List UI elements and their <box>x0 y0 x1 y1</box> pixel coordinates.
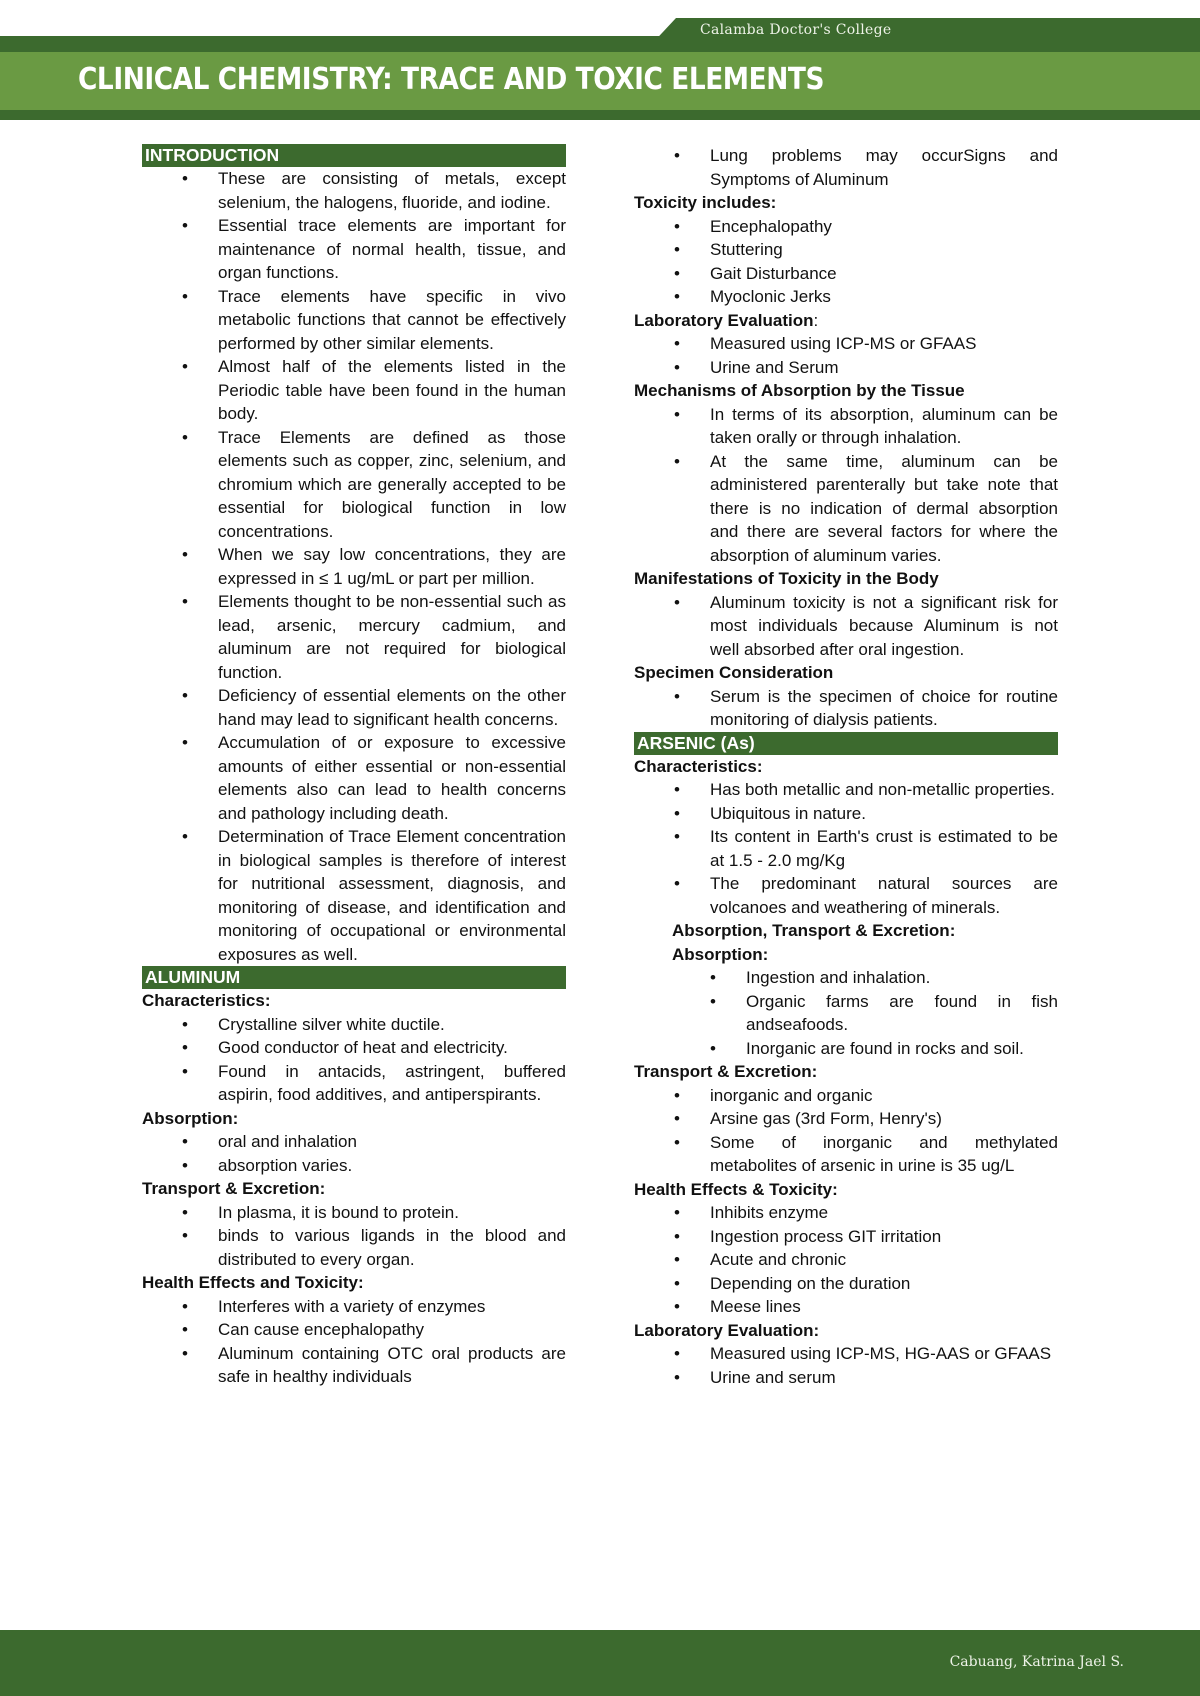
list-item: • Gait Disturbance <box>634 262 1058 286</box>
list-item: • These are consisting of metals, except selenium, the halogens, fluoride, and iodine. <box>142 167 566 214</box>
aluminum-characteristics-label: Characteristics: <box>142 991 271 1010</box>
list-item: • Encephalopathy <box>634 215 1058 239</box>
list-item: • Organic farms are found in fish andseafoods. <box>634 990 1058 1037</box>
list-item: • Good conductor of heat and electricity. <box>142 1036 566 1060</box>
list-item: • Myoclonic Jerks <box>634 285 1058 309</box>
aluminum-absorption-label: Absorption: <box>142 1108 239 1128</box>
aluminum-lab-label-colon: : <box>813 310 819 330</box>
list-item: • Aluminum containing OTC oral products are safe in healthy individuals <box>142 1342 566 1389</box>
arsenic-health-list <box>634 1201 1058 1319</box>
left-column <box>142 144 566 1389</box>
right-column <box>634 144 1058 1389</box>
aluminum-health-list <box>142 1295 566 1389</box>
aluminum-absorption-list <box>142 1130 566 1177</box>
list-item: • Elements thought to be non-essential such as lead, arsenic, mercury cadmium, and aluminum are not required for biological function. <box>142 590 566 684</box>
list-item: • Has both metallic and non-metallic properties. <box>634 778 1058 802</box>
list-item: • Found in antacids, astringent, buffered aspirin, food additives, and antiperspirants. <box>142 1060 566 1107</box>
section-heading-aluminum: ALUMINUM <box>142 966 566 989</box>
aluminum-lab-label <box>634 309 1058 333</box>
list-item: • At the same time, aluminum can be administered parenterally but take note that there is no indication of dermal absorption and there are several factors for where the absorption of aluminum varies. <box>634 450 1058 568</box>
arsenic-lab-label: Laboratory Evaluation: <box>634 1320 820 1340</box>
list-item: • Inhibits enzyme <box>634 1201 1058 1225</box>
list-item: • Stuttering <box>634 238 1058 262</box>
list-item: • Urine and serum <box>634 1366 1058 1390</box>
list-item: • Ingestion and inhalation. <box>634 966 1058 990</box>
list-item: • absorption varies. <box>142 1154 566 1178</box>
list-item: • The predominant natural sources are volcanoes and weathering of minerals. <box>634 872 1058 919</box>
section-heading-introduction: INTRODUCTION <box>142 144 566 167</box>
arsenic-health-label: Health Effects & Toxicity: <box>634 1179 838 1199</box>
list-item: • Trace elements have specific in vivo metabolic functions that cannot be effectively performed by other similar elements. <box>142 285 566 356</box>
list-item: • Almost half of the elements listed in the Periodic table have been found in the human body. <box>142 355 566 426</box>
aluminum-transport-list <box>142 1201 566 1272</box>
list-item: • inorganic and organic <box>634 1084 1058 1108</box>
aluminum-mechanisms-label: Mechanisms of Absorption by the Tissue <box>634 381 965 400</box>
aluminum-transport-label: Transport & Excretion: <box>142 1179 326 1198</box>
list-item: • Arsine gas (3rd Form, Henry's) <box>634 1107 1058 1131</box>
list-item: • binds to various ligands in the blood and distributed to every organ. <box>142 1224 566 1271</box>
list-item: • Aluminum toxicity is not a significant risk for most individuals because Aluminum is not well absorbed after oral ingestion. <box>634 591 1058 662</box>
list-item: • In plasma, it is bound to protein. <box>142 1201 566 1225</box>
list-item: • Serum is the specimen of choice for routine monitoring of dialysis patients. <box>634 685 1058 732</box>
list-item: • Accumulation of or exposure to excessive amounts of either essential or non-essential elements also can lead to health concerns and pathology including death. <box>142 731 566 825</box>
list-item: • Ubiquitous in nature. <box>634 802 1058 826</box>
list-item: • Meese lines <box>634 1295 1058 1319</box>
list-item: • Its content in Earth's crust is estimated to be at 1.5 - 2.0 mg/Kg <box>634 825 1058 872</box>
aluminum-manifestations-list <box>634 591 1058 662</box>
list-item: • Acute and chronic <box>634 1248 1058 1272</box>
list-item: • Essential trace elements are important for maintenance of normal health, tissue, and organ functions. <box>142 214 566 285</box>
arsenic-absorption-label: Absorption: <box>672 944 769 964</box>
list-item: • Can cause encephalopathy <box>142 1318 566 1342</box>
list-item: • Lung problems may occurSigns and Symptoms of Aluminum <box>634 144 1058 191</box>
introduction-list <box>142 167 566 966</box>
college-name: Calamba Doctor's College <box>700 22 892 38</box>
aluminum-mechanisms-list <box>634 403 1058 568</box>
list-item: • oral and inhalation <box>142 1130 566 1154</box>
arsenic-characteristics-label: Characteristics: <box>634 756 763 776</box>
list-item: • Measured using ICP-MS, HG-AAS or GFAAS <box>634 1342 1058 1366</box>
aluminum-specimen-list <box>634 685 1058 732</box>
list-item: • Inorganic are found in rocks and soil. <box>634 1037 1058 1061</box>
list-item: • Ingestion process GIT irritation <box>634 1225 1058 1249</box>
list-item: • In terms of its absorption, aluminum can be taken orally or through inhalation. <box>634 403 1058 450</box>
aluminum-continued-list <box>634 144 1058 191</box>
arsenic-transport-label: Transport & Excretion: <box>634 1062 818 1081</box>
aluminum-lab-label-text: Laboratory Evaluation <box>634 310 814 330</box>
list-item: • Deficiency of essential elements on the other hand may lead to significant health concerns. <box>142 684 566 731</box>
aluminum-toxicity-label: Toxicity includes: <box>634 193 777 212</box>
list-item: • Determination of Trace Element concentration in biological samples is therefore of interest for nutritional assessment, diagnosis, and monitoring of disease, and identification and monitoring of occupational or environmental exposures as well. <box>142 825 566 966</box>
list-item: • Interferes with a variety of enzymes <box>142 1295 566 1319</box>
list-item: • Some of inorganic and methylated metabolites of arsenic in urine is 35 ug/L <box>634 1131 1058 1178</box>
author-name: Cabuang, Katrina Jael S. <box>949 1654 1124 1670</box>
aluminum-manifestations-label: Manifestations of Toxicity in the Body <box>634 569 939 588</box>
arsenic-characteristics-list <box>634 778 1058 919</box>
list-item: • When we say low concentrations, they are expressed in ≤ 1 ug/mL or part per million. <box>142 543 566 590</box>
section-heading-arsenic: ARSENIC (As) <box>634 732 1058 755</box>
arsenic-lab-list <box>634 1342 1058 1389</box>
list-item: • Crystalline silver white ductile. <box>142 1013 566 1037</box>
arsenic-transport-list <box>634 1084 1058 1178</box>
arsenic-ate-label: Absorption, Transport & Excretion: <box>672 921 956 940</box>
aluminum-lab-list <box>634 332 1058 379</box>
aluminum-specimen-label: Specimen Consideration <box>634 663 834 682</box>
list-item: • Trace Elements are defined as those elements such as copper, zinc, selenium, and chromium which are generally accepted to be essential for biological function in low concentrations. <box>142 426 566 544</box>
list-item: • Depending on the duration <box>634 1272 1058 1296</box>
list-item: • Urine and Serum <box>634 356 1058 380</box>
aluminum-health-label: Health Effects and Toxicity: <box>142 1273 364 1292</box>
list-item: • Measured using ICP-MS or GFAAS <box>634 332 1058 356</box>
arsenic-absorption-list <box>634 966 1058 1060</box>
aluminum-toxicity-list <box>634 215 1058 309</box>
aluminum-characteristics-list <box>142 1013 566 1107</box>
document-title: CLINICAL CHEMISTRY: TRACE AND TOXIC ELEMENTS <box>78 62 825 97</box>
